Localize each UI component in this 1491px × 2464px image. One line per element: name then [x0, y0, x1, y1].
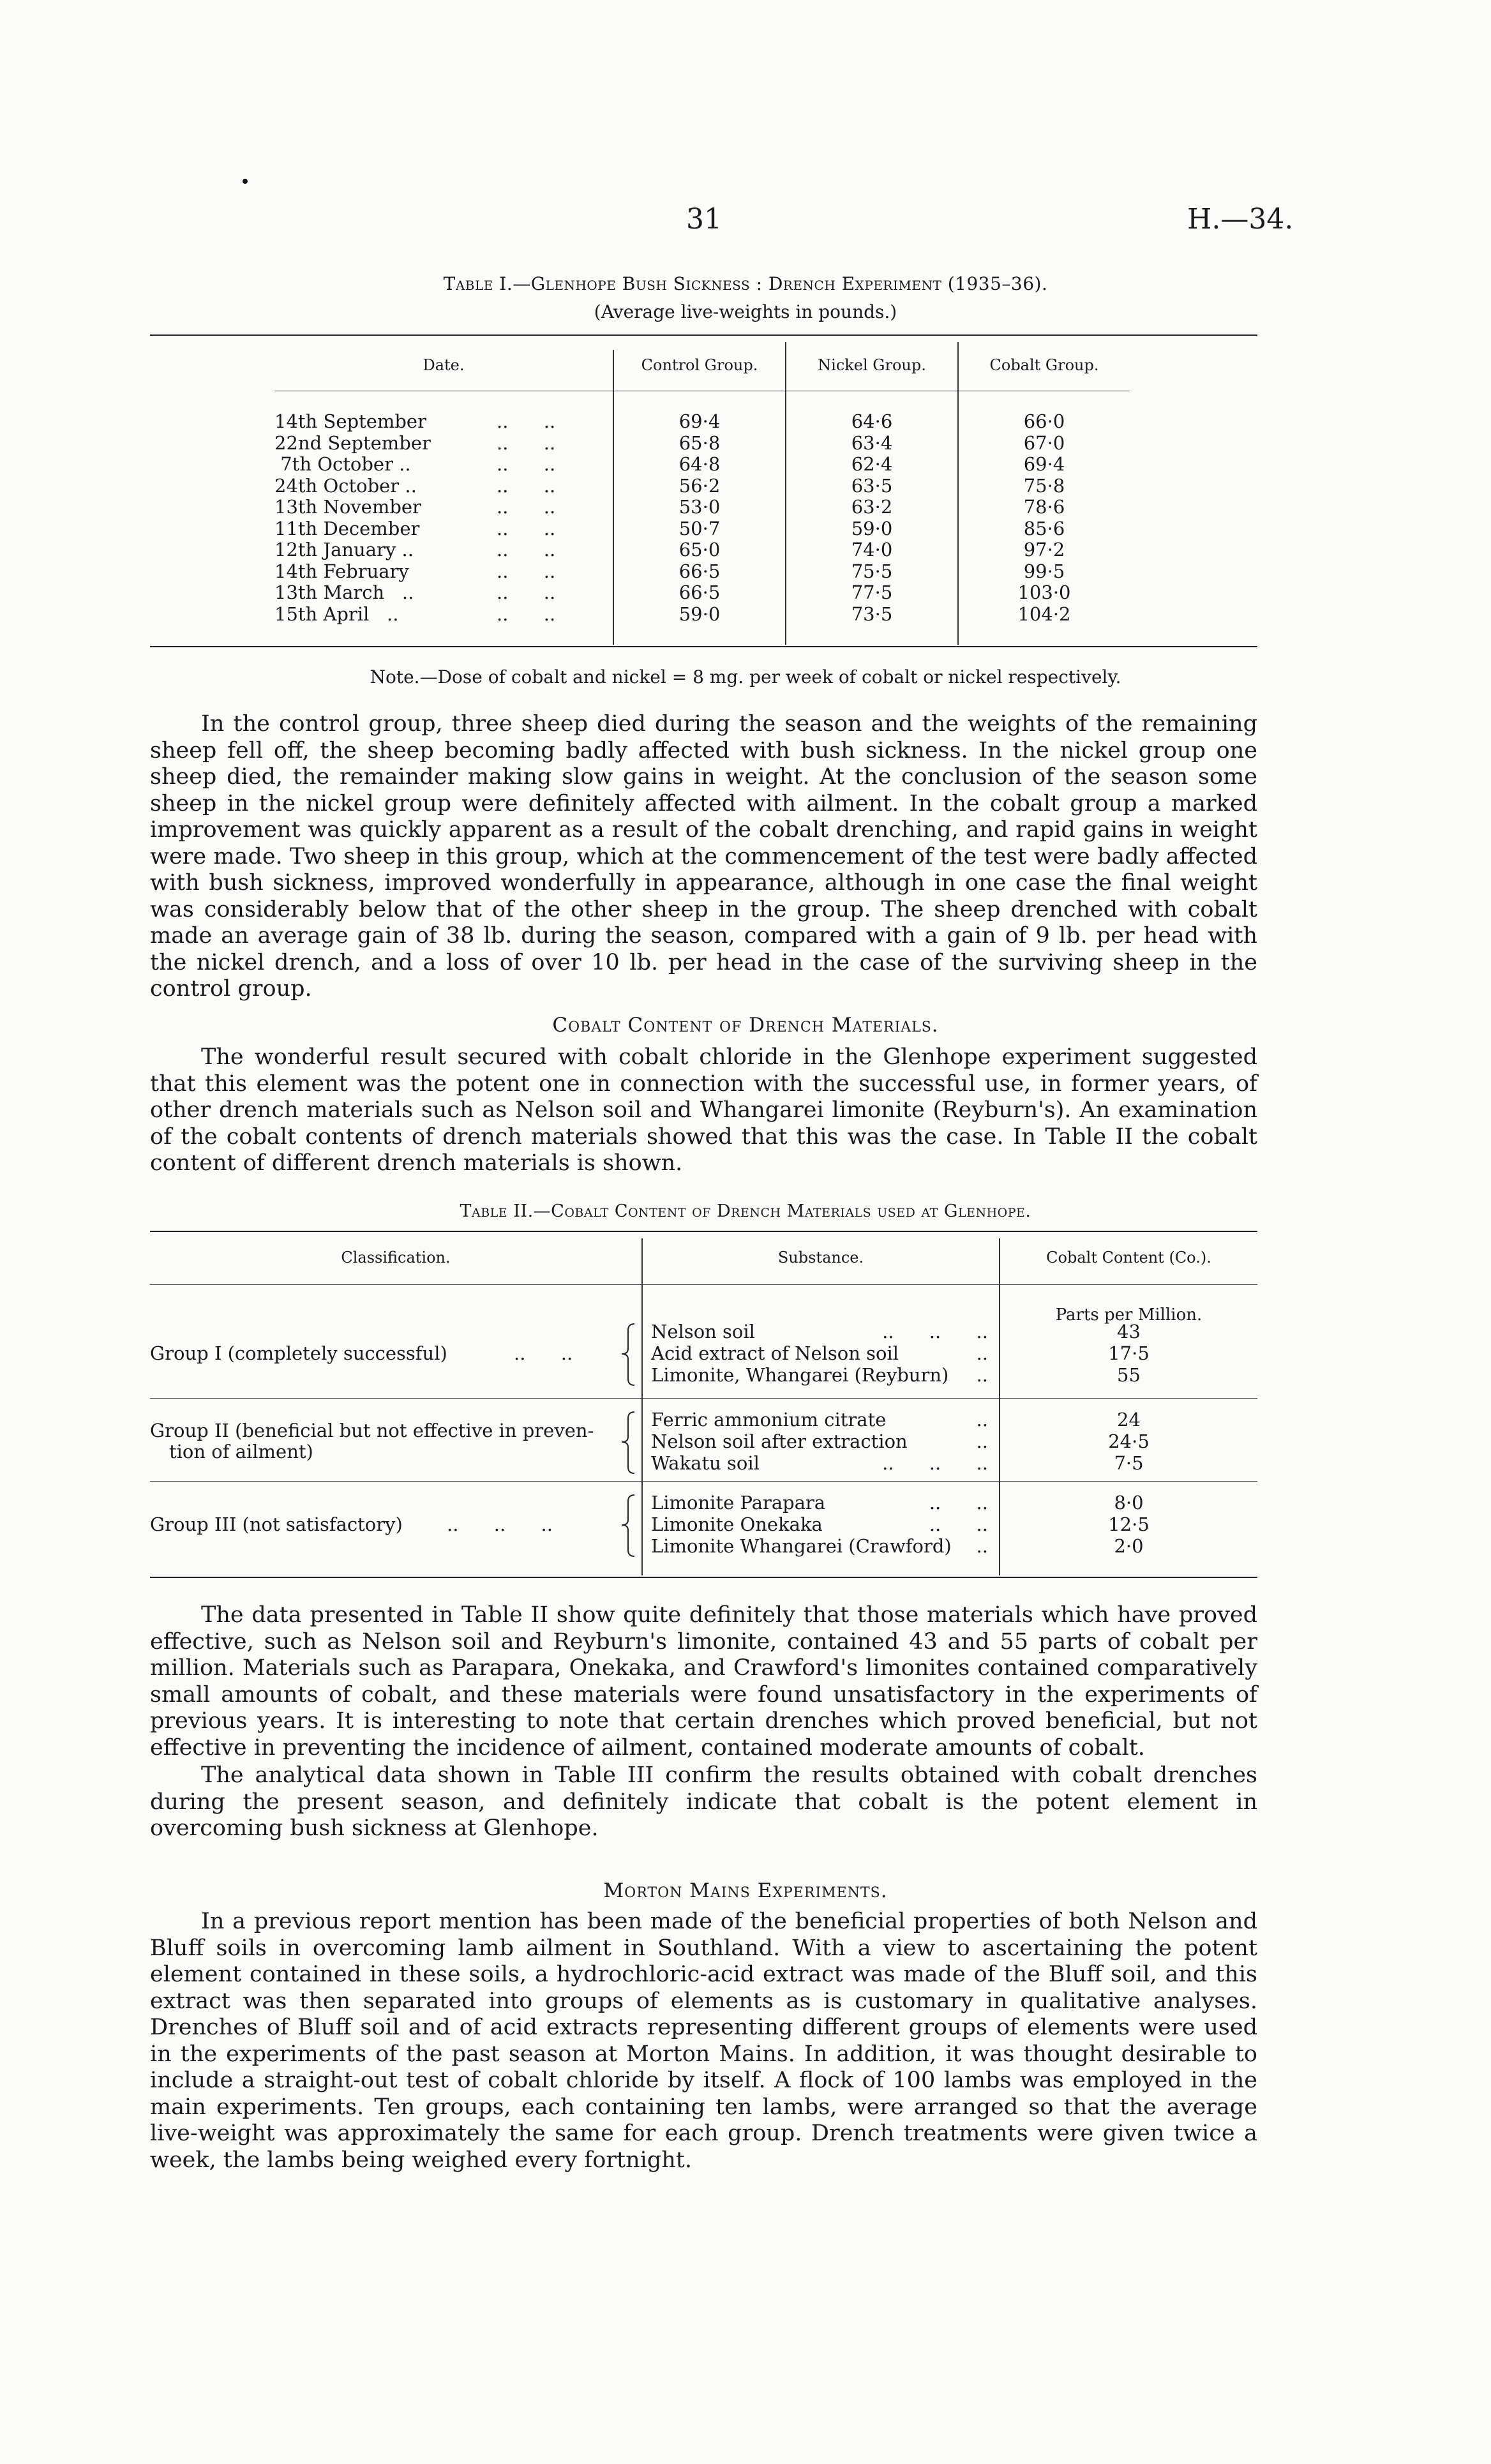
table2-group-label-line1: Group I (completely successful) [150, 1342, 447, 1364]
table1-cell-nickel: 62·4 [851, 453, 893, 475]
paragraph-morton-mains: In a previous report mention has been made of the beneficial properties of both Nelson and Bluff soils in overcoming lamb ailment in Southland. With a view to ascertaining the potent element contained in these soils, a hydrochloric-acid extract was made of the Bluff soil, and this extract was then separated into groups of elements as is customary in qualitative analyses. Drenches of Bluff soil and of acid extracts representing different groups of elements were used in the experiments of the past season at Morton Mains. In addition, it was thought desirable to include a straight-out test of cobalt chloride by itself. A flock of 100 lambs was employed in the main experiments. Ten groups, each containing ten lambs, were arranged so that the average live-weight was approximately the same for each group. Drench treatments were given twice a week, the lambs being weighed every fortnight. [150, 1909, 1257, 2173]
table2-substance: Limonite, Whangarei (Reyburn) [651, 1364, 949, 1386]
table2-substance-dots: .. [976, 1431, 988, 1452]
document-code: H.—34. [1187, 203, 1294, 236]
table2-substance: Acid extract of Nelson soil [651, 1342, 899, 1364]
table1-cell-date: 11th December [274, 517, 420, 539]
table2-bottom-rule [150, 1577, 1257, 1578]
table2-substance-dots: .. [976, 1535, 988, 1557]
table1-cell-cobalt: 103·0 [1017, 582, 1071, 603]
table2-substance-dots: .. .. .. [882, 1321, 988, 1342]
table1-cell-control: 64·8 [678, 453, 721, 475]
ink-speck [243, 179, 248, 184]
table1-cell-nickel: 63·5 [851, 474, 893, 497]
table2-substance: Limonite Parapara [651, 1492, 826, 1514]
table2-cobalt-value: 43 [1117, 1321, 1141, 1342]
table1-cell-date: 14th September [274, 410, 426, 432]
table2-cobalt-value: 24 [1117, 1409, 1141, 1431]
table2-unit-label: Parts per Million. [1055, 1305, 1203, 1325]
table1-cell-dots: .. .. [497, 453, 556, 475]
table1-top-rule [150, 334, 1257, 336]
table1-cell-cobalt: 99·5 [1023, 560, 1065, 582]
table2-substance: Nelson soil after extraction [651, 1431, 908, 1452]
table1-col-date: Date. [423, 356, 465, 374]
table2-substance-dots: .. .. [929, 1492, 988, 1514]
table2-substance: Ferric ammonium citrate [651, 1409, 887, 1431]
table1-cell-date: 15th April .. [274, 603, 399, 625]
table2-substance: Wakatu soil [651, 1452, 760, 1474]
table1-cell-cobalt: 66·0 [1023, 410, 1065, 432]
heading-morton-mains: Morton Mains Experiments. [603, 1879, 888, 1902]
table2-group-label-line2: tion of ailment) [169, 1441, 313, 1462]
table2-group1-rule [150, 1398, 1257, 1399]
table2-col-substance: Substance. [777, 1249, 864, 1266]
heading-cobalt-content: Cobalt Content of Drench Materials. [552, 1014, 939, 1037]
table1-cell-date: 13th March .. [274, 582, 414, 603]
table1-cell-date: 7th October .. [274, 453, 411, 475]
table2-col-classification: Classification. [341, 1249, 451, 1266]
table1-cell-dots: .. .. [497, 410, 556, 432]
table2-col-cobalt: Cobalt Content (Co.). [1046, 1249, 1211, 1266]
table1-note: Note.—Dose of cobalt and nickel = 8 mg. per week of cobalt or nickel respectively. [370, 666, 1121, 687]
paragraph-control-group: In the control group, three sheep died during the season and the weights of the remaining sheep fell off, the sheep becoming badly affected with bush sickness. In the nickel group one sheep died, the remainder making slow gains in weight. At the conclusion of the season some sheep in the nickel group were definitely affected with ailment. In the cobalt group a marked improvement was quickly apparent as a result of the cobalt drenching, and rapid gains in weight were made. Two sheep in this group, which at the commencement of the test were badly affected with bush sickness, improved wonderfully in appearance, although in one case the final weight was considerably below that of the other sheep in the group. The sheep drenched with cobalt made an average gain of 38 lb. during the season, compared with a gain of 9 lb. per head with the nickel drench, and a loss of over 10 lb. per head in the case of the surviving sheep in the control group. [150, 711, 1257, 1002]
table1-cell-control: 56·2 [678, 474, 721, 497]
table1-cell-cobalt: 104·2 [1017, 603, 1071, 625]
table1-cell-control: 65·0 [678, 539, 721, 560]
table1-cell-cobalt: 69·4 [1023, 453, 1065, 475]
table2-group-label [150, 1420, 622, 1462]
table1-cell-control: 53·0 [678, 496, 721, 518]
table1-cell-dots: .. .. [497, 560, 556, 582]
table2-group-label-line1: Group II (beneficial but not effective in preven- [150, 1420, 594, 1441]
table1-cell-control: 66·5 [678, 560, 721, 582]
page-number: 31 [686, 203, 722, 236]
table2-group2-rule [150, 1481, 1257, 1482]
table2-substance-dots: .. .. [929, 1514, 988, 1535]
table1-cell-nickel: 63·2 [851, 496, 893, 518]
table2-cobalt-value: 55 [1117, 1364, 1141, 1386]
table2-substance: Nelson soil [651, 1321, 755, 1342]
table1-cell-nickel: 73·5 [851, 603, 893, 625]
table2-group-label-line1: Group III (not satisfactory) [150, 1514, 403, 1535]
table1-cell-dots: .. .. [497, 582, 556, 603]
table1-title: Table I.—Glenhope Bush Sickness : Drench Experiment (1935–36). [443, 273, 1048, 294]
table2-substance-dots: .. .. .. [882, 1452, 988, 1474]
table2-cobalt-value: 8·0 [1114, 1492, 1144, 1514]
table1-cell-date: 24th October .. [274, 474, 417, 497]
table1-bottom-rule [150, 646, 1257, 647]
brace-icon [619, 1411, 638, 1476]
table2-substance-dots: .. [976, 1409, 988, 1431]
paragraph-table3-reference: The analytical data shown in Table III confirm the results obtained with cobalt drenches during the present season, and definitely indicate that cobalt is the potent element in overcoming bush sickness at Glenhope. [150, 1762, 1257, 1841]
table1-cell-dots: .. .. [497, 539, 556, 560]
brace-icon [619, 1494, 638, 1559]
table1-col-cobalt: Cobalt Group. [989, 356, 1099, 374]
table1-subtitle: (Average live-weights in pounds.) [594, 301, 897, 322]
table1-cell-date: 22nd September [274, 432, 431, 454]
table1-cell-nickel: 77·5 [851, 582, 893, 603]
table1-cell-nickel: 59·0 [851, 517, 893, 539]
table1-col-control: Control Group. [641, 356, 758, 374]
table2-cobalt-value: 7·5 [1114, 1452, 1144, 1474]
table1-cell-cobalt: 97·2 [1023, 539, 1065, 560]
table1-cell-control: 66·5 [678, 582, 721, 603]
paragraph-table2-discussion: The data presented in Table II show quite definitely that those materials which have proved effective, such as Nelson soil and Reyburn's limonite, contained 43 and 55 parts of cobalt per million. Materials such as Parapara, Onekaka, and Crawford's limonites contained comparatively small amounts of cobalt, and these materials were found unsatisfactory in the experiments of previous years. It is interesting to note that certain drenches which proved beneficial, but not effective in preventing the incidence of ailment, contained moderate amounts of cobalt. [150, 1602, 1257, 1761]
table1-cell-dots: .. .. [497, 432, 556, 454]
brace-icon [619, 1323, 638, 1388]
table1-cell-cobalt: 75·8 [1023, 474, 1065, 497]
table2-cobalt-value: 17·5 [1108, 1342, 1150, 1364]
table2-group-dots: .. .. [514, 1342, 573, 1364]
table2-cobalt-value: 12·5 [1108, 1514, 1150, 1535]
table1-cell-dots: .. .. [497, 603, 556, 625]
table2-cobalt-value: 2·0 [1114, 1535, 1144, 1557]
table1-cell-control: 59·0 [678, 603, 721, 625]
table2-substance: Limonite Onekaka [651, 1514, 823, 1535]
table2-substance: Limonite Whangarei (Crawford) [651, 1535, 952, 1557]
table1-cell-dots: .. .. [497, 517, 556, 539]
table2-substance-dots: .. [976, 1342, 988, 1364]
table1-cell-cobalt: 78·6 [1023, 496, 1065, 518]
table2-top-rule [150, 1231, 1257, 1232]
table1-cell-dots: .. .. [497, 496, 556, 518]
table2-divider-1 [641, 1238, 643, 1575]
table2-cobalt-value: 24·5 [1108, 1431, 1150, 1452]
table1-cell-control: 50·7 [678, 517, 721, 539]
table2-header-rule [150, 1284, 1257, 1285]
table1-cell-cobalt: 67·0 [1023, 432, 1065, 454]
table1-col-nickel: Nickel Group. [818, 356, 926, 374]
table1-cell-control: 69·4 [678, 410, 721, 432]
table1-cell-cobalt: 85·6 [1023, 517, 1065, 539]
table2-group-dots: .. .. .. [447, 1514, 553, 1535]
table2-title: Table II.—Cobalt Content of Drench Materials used at Glenhope. [460, 1201, 1031, 1221]
table1-cell-nickel: 64·6 [851, 410, 893, 432]
table1-cell-control: 65·8 [678, 432, 721, 454]
table1-cell-date: 14th February [274, 560, 409, 582]
table1-cell-date: 13th November [274, 496, 421, 518]
table1-cell-nickel: 63·4 [851, 432, 893, 454]
table1-cell-dots: .. .. [497, 474, 556, 497]
table2-substance-dots: .. [976, 1364, 988, 1386]
paragraph-cobalt-content: The wonderful result secured with cobalt chloride in the Glenhope experiment suggested that this element was the potent one in connection with the successful use, in former years, of other drench materials such as Nelson soil and Whangarei limonite (Reyburn's). An examination of the cobalt contents of drench materials showed that this was the case. In Table II the cobalt content of different drench materials is shown. [150, 1044, 1257, 1176]
table1-cell-date: 12th January .. [274, 539, 414, 560]
table1-cell-nickel: 74·0 [851, 539, 893, 560]
table1-cell-nickel: 75·5 [851, 560, 893, 582]
